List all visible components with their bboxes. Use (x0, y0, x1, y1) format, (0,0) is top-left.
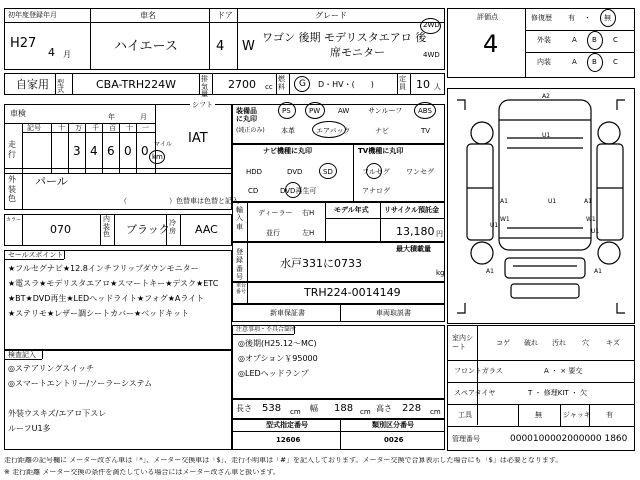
mileage-unit-km: km (152, 153, 163, 161)
interior-grade-c: C (613, 58, 618, 66)
inspection-year-unit: 年 (108, 113, 115, 121)
note-1: ◎後期(H25.12〜MC) (238, 339, 317, 348)
shift-value: IAT (188, 131, 208, 146)
equip-airbag: エアバック (316, 127, 351, 135)
mileage-digit-4: 0 (124, 144, 132, 158)
sales-points-label: セールスポイント (8, 251, 64, 259)
navi-dvd: DVD (287, 168, 303, 176)
capacity-label: 定員 (399, 75, 406, 91)
vin-label: 車台番号 (236, 283, 247, 295)
inspector-notes-label: 検査記入 (8, 351, 36, 359)
import-parallel: 並行 (266, 229, 280, 237)
interior-item-hole: 穴 (582, 339, 589, 347)
first-reg-label: 初年度登録年月 (8, 11, 57, 19)
fuel-other: D・HV・( ) (318, 80, 374, 89)
digit-header-5: 十 (126, 124, 133, 132)
doors-label: ドア (217, 11, 233, 20)
cert-value: 12606 (276, 436, 301, 444)
length-unit: cm (290, 408, 301, 416)
recycle-value: 13,180 (396, 225, 435, 238)
capacity-value: 10 (416, 78, 430, 91)
inspector-note-1: ◎ステアリングスイッチ (8, 364, 94, 373)
model-year: H27 (10, 36, 37, 51)
color-code: 070 (50, 223, 71, 236)
car-name: ハイエース (114, 39, 178, 54)
interior-item-burn: コゲ (496, 339, 510, 347)
sales-point-2: ★電スラ★モデリスタエアロ★スマートキー★デスク★ETC (8, 279, 219, 288)
svg-text:A1: A1 (500, 198, 508, 205)
equip-abs: ABS (418, 107, 432, 115)
spare-value: T ・ 修理KIT ・ 欠 (528, 389, 588, 397)
equip-tv: TV (421, 127, 431, 135)
svg-text:U1: U1 (591, 228, 600, 235)
digit-header-2: 万 (75, 124, 82, 132)
svg-text:A1: A1 (594, 268, 602, 275)
fuel-gasoline: G (299, 79, 306, 89)
inspector-note-4: 外装ウスキズ/エアロ下スレ (8, 409, 107, 418)
svg-text:U1: U1 (548, 198, 557, 205)
car-outline-icon (447, 88, 635, 324)
score-label: 評価点 (477, 13, 498, 21)
windshield-label: フロントガラス (454, 367, 503, 375)
repair-no: 無 (604, 14, 611, 22)
equipment-label: 装備品に丸印 (236, 107, 257, 123)
drive-4wd: 4WD (423, 51, 440, 59)
reg-month: 4 (48, 46, 55, 59)
recycle-label: リサイクル預託金 (384, 206, 440, 214)
ac-label: 冷房 (169, 219, 176, 235)
digit-header-1: 十 (58, 124, 65, 132)
inspection-label: 車検 (10, 109, 26, 118)
interior-grade-label: 内装 (537, 58, 551, 66)
model-code: CBA-TRH224W (96, 78, 176, 91)
footer-line1: 走行距離の記号欄に メーター改ざん車は「*」、メーター交換車は「$」、走行不明車は「#」を記入しております。メーター交換で合算表示した場合にも「$」は必要となります。 (4, 457, 563, 464)
interior-item-tear: 破れ (524, 339, 538, 347)
note-2: ◎オプション￥95000 (238, 354, 318, 363)
digit-header-0: 記号 (27, 124, 41, 132)
mileage-label: 走行 (8, 140, 16, 160)
doors-value: 4 (216, 39, 225, 54)
grade-line2: 席モニター (330, 46, 385, 59)
usage-type: 自家用 (16, 78, 49, 91)
class-label: 類別区分番号 (372, 421, 414, 429)
svg-text:W1: W1 (586, 216, 596, 223)
interior-item-stain: 汚れ (552, 339, 566, 347)
sales-point-4: ★ステリモ★レザー調シートカバー★ベッドキット (8, 309, 189, 318)
footer-line2: ※ 走行距離 メーター交換の条件を満たしている場合にはメーター改ざん車と扱います。 (4, 469, 280, 476)
sales-point-3: ★BT★DVD再生★LEDヘッドライト★フォグ★Aライト (8, 294, 205, 303)
equipment-sublabel: (純正のみ) (236, 127, 265, 134)
tool-value: 無 (535, 411, 542, 419)
spare-label: スペアタイヤ (454, 389, 496, 397)
navi-cd: CD (248, 187, 259, 195)
exterior-note: （ ）色替車は色替と記入 (120, 197, 239, 205)
ac-value: AAC (195, 223, 218, 236)
mileage-digit-5: 0 (141, 144, 149, 158)
tv-label: TV機種に丸印 (358, 147, 404, 155)
shift-label: シフト (192, 101, 213, 109)
tool-label: 工具 (458, 411, 472, 419)
navi-dvd-play: DVD再生可 (280, 187, 317, 195)
equip-sunroof: サンルーフ (368, 107, 403, 115)
grade-label: グレード (315, 11, 347, 20)
exterior-grade-a: A (572, 36, 577, 44)
import-dealer: ディーラー (258, 209, 293, 217)
tv-oneseg: ワンセグ (406, 168, 434, 176)
height-value: 228 (402, 403, 422, 414)
class-value: 0026 (384, 436, 404, 444)
interior-grade-a: A (572, 58, 577, 66)
inspection-month-unit: 月 (140, 113, 147, 121)
manual-doc: 車両取説書 (376, 309, 411, 317)
import-right-handle: 右H (302, 209, 315, 217)
vin-number: TRH224-0014149 (304, 286, 401, 299)
repair-label: 修復歴 (531, 14, 552, 22)
exterior-color: パール (35, 175, 68, 188)
displacement-value: 2700 (228, 78, 256, 91)
navi-label: ナビ機種に丸印 (263, 147, 312, 155)
svg-text:A1: A1 (486, 268, 494, 275)
windshield-value: A ・ × 要交 (544, 367, 583, 375)
fuel-label: 燃料 (278, 75, 285, 91)
svg-text:U1: U1 (542, 132, 551, 139)
interior-check-label: 室内シート (452, 334, 473, 352)
color-code-label: カラー (6, 217, 22, 223)
capacity-unit: 人 (434, 83, 441, 91)
displacement-unit: cc (265, 83, 273, 91)
import-left-handle: 左H (302, 229, 315, 237)
tv-fullseg: フルセグ (362, 168, 390, 176)
plate-label: 登録番号 (236, 248, 243, 282)
navi-sd: SD (323, 168, 333, 176)
mgmt-label: 管理番号 (452, 435, 480, 443)
score-value: 4 (483, 30, 499, 58)
width-label: 幅 (310, 404, 318, 413)
exterior-grade-label: 外装 (537, 36, 551, 44)
sales-point-1: ★フルセグナビ★12.8インチフリップダウンモニター (8, 264, 199, 273)
interior-grade-b: B (592, 58, 597, 66)
interior-item-scratch: キズ (606, 339, 620, 347)
mgmt-number: 0000100002000000 1860 (510, 434, 628, 444)
height-label: 高さ (376, 404, 392, 413)
door-type: W (242, 39, 255, 54)
width-unit: cm (360, 408, 371, 416)
cert-label: 型式指定番号 (266, 421, 308, 429)
equip-pw: PW (309, 107, 321, 115)
equip-leather: 本革 (281, 127, 295, 135)
import-label: 輸入車 (236, 206, 243, 231)
model-year-label: モデル年式 (334, 206, 369, 214)
exterior-grade-b: B (592, 36, 597, 44)
repair-yes: 有 (568, 14, 575, 22)
navi-hdd: HDD (246, 168, 263, 176)
inspector-note-2: ◎スマートエントリー/ソーラーシステム (8, 379, 153, 388)
length-value: 538 (262, 403, 282, 414)
max-load-unit: kg (436, 269, 445, 277)
warranty-doc: 新車保証書 (270, 309, 305, 317)
mileage-digit-2: 4 (90, 144, 98, 158)
length-label: 長さ (236, 404, 252, 413)
interior-label: 内装色 (103, 215, 110, 239)
svg-text:U1: U1 (490, 222, 499, 229)
displacement-label: 排気量 (201, 75, 208, 99)
grade-line1: ワゴン 後期 モデリスタエアロ 後 (262, 31, 427, 44)
svg-text:A1: A1 (584, 198, 592, 205)
jack-label: ジャッキ (563, 411, 591, 419)
jack-value: 有 (606, 411, 613, 419)
max-load-label: 最大積載量 (396, 245, 431, 253)
interior-color: ブラック (126, 223, 170, 236)
digit-header-3: 千 (92, 124, 99, 132)
recycle-unit: 円 (436, 230, 443, 238)
width-value: 188 (334, 403, 354, 414)
equip-ps: PS (282, 107, 291, 115)
car-name-label: 車名 (140, 11, 156, 20)
digit-header-4: 百 (109, 124, 116, 132)
mileage-unit-mile: マイル (154, 141, 172, 148)
exterior-label: 外装色 (8, 175, 16, 204)
plate-number: 水戸331に0733 (280, 257, 362, 270)
tv-analog: アナログ (362, 187, 390, 195)
mileage-digit-3: 6 (107, 144, 115, 158)
docs-row (232, 304, 445, 322)
repair-sep: ・ (584, 14, 591, 22)
mileage-digit-1: 3 (73, 144, 81, 158)
equip-navi: ナビ (375, 127, 389, 135)
svg-text:A2: A2 (542, 93, 550, 100)
model-label: 型式 (57, 79, 64, 94)
equip-aw: AW (338, 107, 350, 115)
note-3: ◎LEDヘッドランプ (238, 369, 309, 378)
inspector-note-5: ルーフU1多 (8, 424, 51, 433)
svg-text:W1: W1 (500, 216, 510, 223)
notes-label: 注意事項・不具合箇所 (236, 326, 297, 333)
height-unit: cm (430, 408, 441, 416)
reg-month-unit: 月 (63, 50, 71, 59)
exterior-grade-c: C (613, 36, 618, 44)
digit-header-6: 一 (142, 124, 149, 132)
usage-row (4, 73, 445, 95)
drive-2wd: 2WD (423, 21, 440, 29)
